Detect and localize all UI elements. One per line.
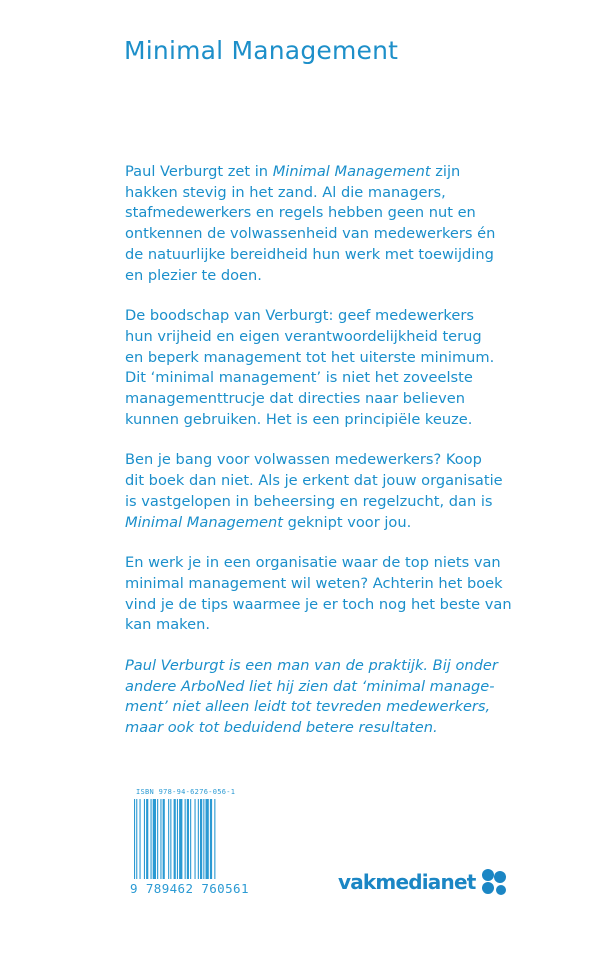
barcode-bar: [203, 799, 204, 879]
blurb-text: ontkennen de volwassenheid van medewerkers én: [125, 225, 496, 243]
publisher-name: vakmedianet: [338, 870, 476, 894]
blurb-line: [125, 595, 512, 616]
blurb-line: [125, 368, 505, 389]
barcode-bar: [163, 799, 165, 879]
blurb-line: [125, 183, 505, 204]
blurb-text: dit boek dan niet. Als je erkent dat jouw organisatie: [125, 472, 503, 490]
barcode-bar: [170, 799, 171, 879]
barcode-bar: [174, 799, 176, 879]
blurb-text: maar ook tot beduidend betere resultaten.: [125, 719, 438, 737]
barcode-bar: [185, 799, 186, 879]
barcode-bar: [140, 799, 141, 879]
blurb-line: [125, 389, 505, 410]
isbn-label: ISBN 978-94-6276-056-1: [136, 788, 236, 796]
barcode-bar: [146, 799, 148, 879]
blurb-line: [125, 718, 505, 739]
blurb-line: [125, 245, 505, 266]
blurb-text: hakken stevig in het zand. Al die managers,: [125, 183, 446, 201]
blurb-paragraph: [125, 656, 505, 739]
blurb-line: [125, 450, 505, 471]
barcode-bar: [210, 799, 212, 879]
publisher-hexagon-icon: [479, 868, 509, 896]
barcode-bar: [187, 799, 189, 879]
barcode-bar: [214, 799, 215, 879]
barcode-bar: [190, 799, 191, 879]
blurb-paragraph: [125, 450, 505, 533]
publisher-logo: [338, 868, 509, 896]
barcode-bar: [136, 799, 137, 879]
blurb-paragraph: [125, 306, 505, 430]
blurb-text: en plezier te doen.: [125, 266, 262, 284]
blurb-line: [125, 656, 505, 677]
blurb-line: [125, 513, 505, 534]
book-title-italic: Minimal Management: [125, 513, 283, 531]
blurb-text: kunnen gebruiken. Het is een principiële keuze.: [125, 410, 473, 428]
blurb-text: managementtrucje dat directies naar believen: [125, 390, 465, 408]
blurb-line: [125, 410, 505, 431]
blurb-text: de natuurlijke bereidheid hun werk met toewijding: [125, 245, 494, 263]
barcode-bar: [200, 799, 202, 879]
blurb-text: ment’ niet alleen leidt tot tevreden medewerkers,: [125, 698, 491, 716]
blurb-text: andere ArboNed liet hij zien dat ‘minimal manage-: [125, 677, 495, 695]
barcode-bar: [134, 799, 135, 879]
blurb-line: [125, 492, 505, 513]
blurb-line: [125, 162, 505, 183]
blurb-text: is vastgelopen in beheersing en regelzucht, dan is: [125, 492, 493, 510]
blurb-text: vind je de tips waarmee je er toch nog het beste van: [125, 595, 512, 613]
barcode-bar: [157, 799, 158, 879]
blurb-text: zijn: [430, 163, 461, 180]
barcode-bar: [179, 799, 182, 879]
blurb-paragraph: [125, 162, 505, 286]
blurb-text: Paul Verburgt zet in: [125, 163, 273, 180]
blurb-text: Ben je bang voor volwassen medewerkers? Koop: [125, 451, 482, 469]
blurb-text: De boodschap van Verburgt: geef medewerkers: [125, 307, 474, 325]
blurb-line: [125, 327, 505, 348]
barcode-bar: [168, 799, 169, 879]
barcode-bar: [206, 799, 209, 879]
blurb-line: [125, 203, 505, 224]
isbn-barcode: [130, 788, 250, 903]
blurb-text: En werk je in een organisatie waar de top niets van: [125, 554, 501, 572]
blurb-text: kan maken.: [125, 616, 210, 634]
barcode-bar: [151, 799, 152, 879]
blurb-text: Paul Verburgt is een man van de praktijk. Bij onder: [125, 657, 498, 675]
blurb-text: geknipt voor jou.: [282, 513, 412, 531]
blurb-paragraph: [125, 553, 512, 636]
blurb-text: stafmedewerkers en regels hebben geen nut en: [125, 204, 476, 222]
barcode-bar: [198, 799, 199, 879]
blurb-line: [125, 677, 505, 698]
barcode-bar: [160, 799, 161, 879]
book-title: Minimal Management: [124, 36, 399, 65]
barcode-bar: [153, 799, 156, 879]
blurb-line: [125, 471, 505, 492]
barcode-bar: [177, 799, 178, 879]
blurb-line: [125, 348, 505, 369]
blurb-text: Dit ‘minimal management’ is niet het zoveelste: [125, 369, 473, 387]
blurb-text: en beperk management tot het uiterste minimum.: [125, 348, 495, 366]
back-cover-blurb: [125, 162, 512, 759]
blurb-text: minimal management wil weten? Achterin het boek: [125, 574, 503, 592]
barcode-bar: [195, 799, 196, 879]
blurb-line: [125, 306, 505, 327]
barcode-bars: [134, 799, 246, 879]
blurb-line: [125, 266, 505, 287]
blurb-line: [125, 224, 505, 245]
barcode-digits: 9 789462 760561: [130, 881, 249, 896]
blurb-text: hun vrijheid en eigen verantwoordelijkheid terug: [125, 327, 482, 345]
blurb-line: [125, 574, 505, 595]
barcode-bar: [144, 799, 145, 879]
blurb-line: [125, 697, 505, 718]
book-title-italic: Minimal Management: [272, 163, 431, 180]
blurb-line: [125, 553, 505, 574]
blurb-line: [125, 615, 505, 636]
